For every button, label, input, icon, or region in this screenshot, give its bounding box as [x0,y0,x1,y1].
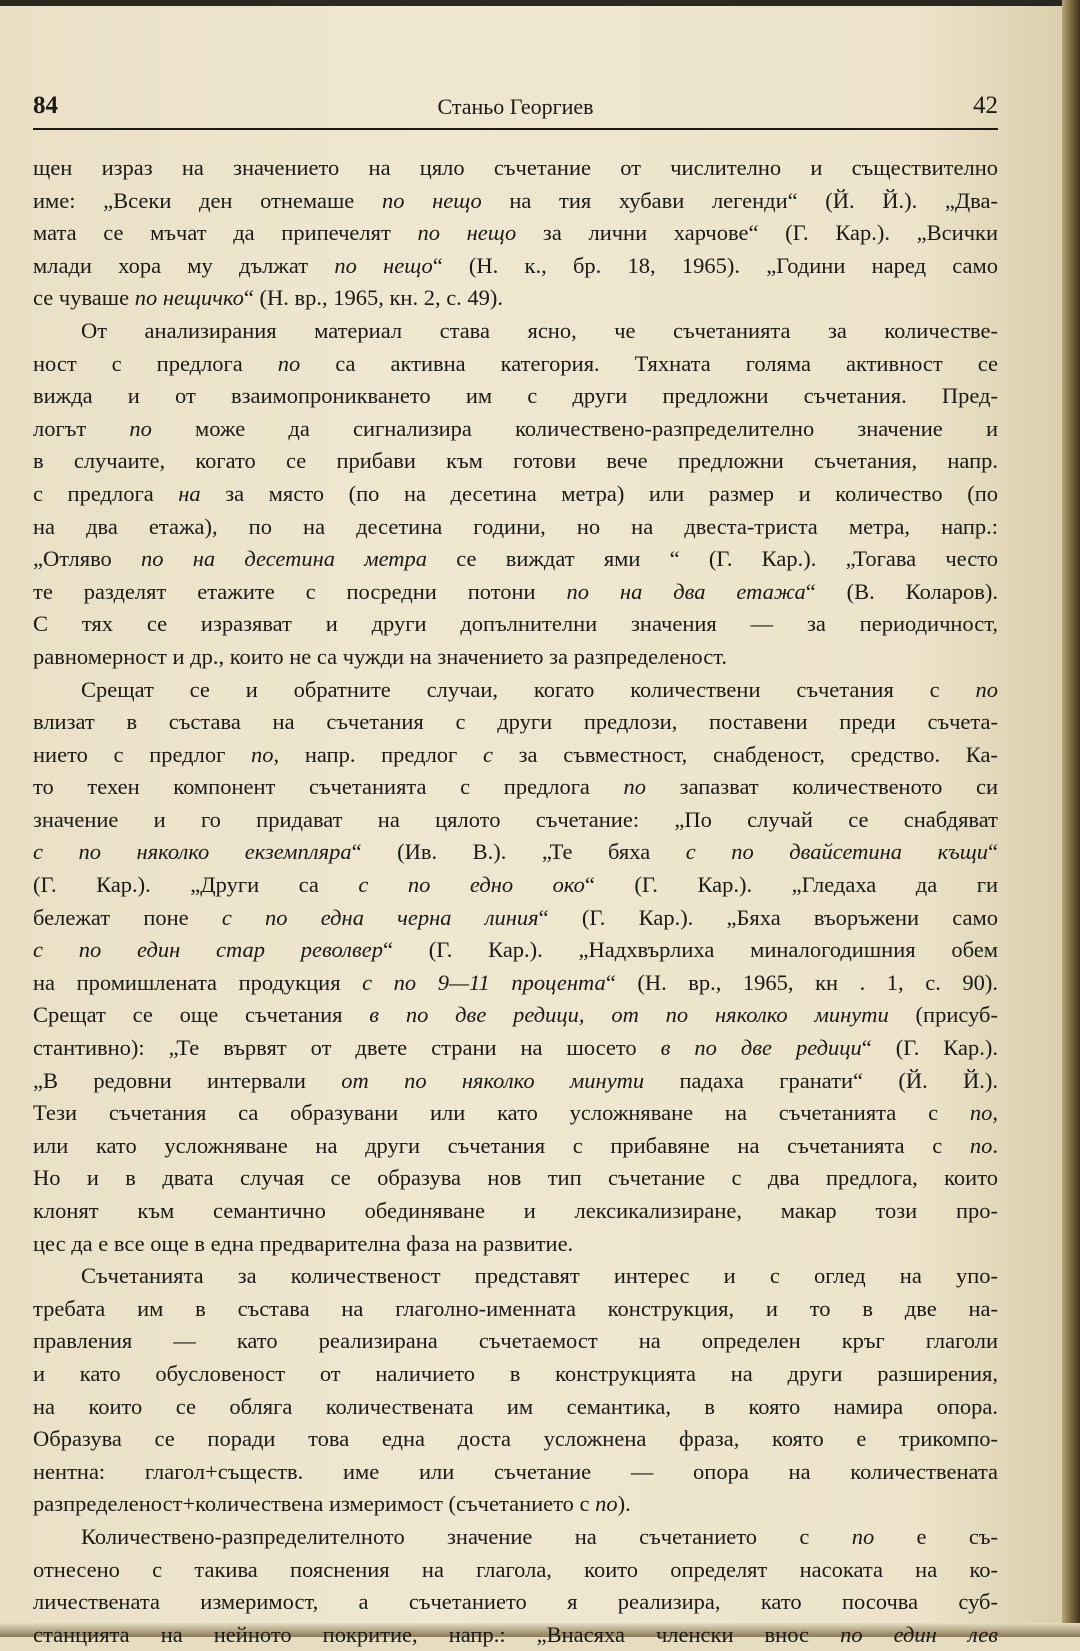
text-segment: бележат поне [33,904,222,930]
text-segment: ). [617,1491,631,1517]
text-segment: са активна категория. Тяхната голяма активност се [300,350,998,376]
text-segment: “ (Н. вр., 1965, кн . 1, с. 90). [605,969,998,995]
text-segment: мата се мъчат да припечелят [33,220,418,246]
text-line [33,1195,998,1228]
italic-example: с по 9—11 процента [362,969,606,995]
text-segment: Образува се поради това една доста усложнена фраза, която е трикомпо- [33,1426,998,1452]
text-line [33,315,998,348]
text-line [33,445,998,478]
italic-example: по нещичко [134,285,244,311]
text-line [33,217,998,250]
italic-example: с по едно око [358,872,585,898]
italic-example: по [595,1491,618,1517]
text-segment: разпределеност+количествена измеримост (съчетанието с [33,1491,596,1517]
text-segment: Тези съчетания са образувани или като усложняване на съчетанията с [33,1100,970,1126]
italic-example: по [623,774,647,800]
text-segment: падаха гранати“ (Й. Й.). [644,1067,998,1093]
text-line [33,1162,998,1195]
book-spine-edge [1062,0,1080,1637]
page-number: 84 [33,92,58,119]
text-line [33,902,998,935]
italic-example: по [251,741,274,767]
text-segment: С тях се изразяват и други допълнителни значения — за периодичност, [33,611,998,637]
italic-example: по нещо [417,220,517,246]
italic-example: с [482,741,493,767]
text-segment: с предлога [33,480,179,506]
text-segment: и като обусловеност от наличието в конструкцията на други разширения, [33,1360,998,1386]
text-segment: се чуваше [33,285,135,311]
text-line [33,576,998,609]
text-segment: станцията на нейното покритие, напр.: „Внасяха членски внос [33,1621,841,1647]
text-line [33,804,998,837]
text-segment: Но и в двата случая се образува нов тип съчетание с два предлога, които [33,1165,998,1191]
text-segment: равномерност и др., които не са чужди на значението за разпределеност. [33,643,727,669]
text-line [33,934,998,967]
text-line [33,543,998,576]
text-segment: , напр. предлог [273,741,483,767]
text-segment: е съ- [874,1523,998,1549]
text-line [33,413,998,446]
text-segment: . [992,1132,998,1158]
text-line [33,348,998,381]
text-line [33,869,998,902]
italic-example: по [851,1523,875,1549]
text-line [33,1586,998,1619]
italic-example: по [129,415,152,441]
running-head: Станьо Георгиев [437,94,594,119]
text-segment: може да сигнализира количествено-разпределително значение и [151,415,998,441]
italic-example: по нещо [334,252,433,278]
text-segment: вижда и от взаимопроникването им с други предложни съчетания. Пред- [33,383,998,409]
text-line [33,706,998,739]
text-line [33,380,998,413]
text-line [33,1032,998,1065]
text-line [33,1097,998,1130]
text-line [33,250,998,283]
text-segment: “ (Ив. В.). „Те бяха [351,839,686,865]
text-line [33,1391,998,1424]
text-line [33,152,998,185]
page-top-edge [0,0,1080,6]
text-line [33,511,998,544]
text-line [33,674,998,707]
text-line [33,1293,998,1326]
italic-example: по на два етажа [566,578,806,604]
text-line [33,836,998,869]
text-line [33,1456,998,1489]
text-segment: Срещат се и обратните случаи, когато количествени съчетания с [81,676,976,702]
text-segment: ност с предлога [33,350,278,376]
text-segment: “ (Г. Кар.). „Надхвърлиха миналогодишния обем [383,937,998,963]
text-segment: или като усложняване на други съчетания с прибавяне на съчетанията с [33,1132,970,1158]
text-segment: нието с предлог [33,741,252,767]
italic-example: по на десетина метра [141,546,428,572]
text-segment: , [992,1100,998,1126]
text-line [33,1260,998,1293]
italic-example: в по две редици, от по няколко минути [369,1002,889,1028]
text-line [33,608,998,641]
text-segment: значение и го придават на цялото съчетание: „По случай се снабдяват [33,806,998,832]
italic-example: с по двайсетина къщи [685,839,989,865]
text-segment: в случаите, когато се прибави към готови вече предложни съчетания, напр. [33,448,998,474]
text-segment: цес да е все още в една предварителна фаза на развитие. [33,1230,574,1256]
text-segment: (Г. Кар.). „Други са [33,872,359,898]
text-segment: запазват количественото си [646,774,998,800]
section-number: 42 [973,92,998,119]
text-segment: на два етажа), по на десетина години, но на двеста-триста метра, напр.: [33,513,998,539]
text-line [33,1065,998,1098]
page-header [33,92,998,128]
text-line [33,1619,998,1651]
text-segment: „Отляво [33,546,142,572]
text-segment: требата им в състава на глаголно-именната конструкция, и то в две на- [33,1295,998,1321]
italic-example: по [975,676,998,702]
text-segment: на промишлената продукция [33,969,363,995]
text-line [33,1130,998,1163]
text-segment: влизат в състава на съчетания с други предлози, поставени преди съчета- [33,709,998,735]
italic-example: по [969,1100,993,1126]
text-segment: за място (по на десетина метра) или размер и количество (по [200,480,998,506]
text-segment: Количествено-разпределителното значение на съчетанието с [81,1523,852,1549]
text-line [33,185,998,218]
text-segment: се виждат ями “ (Г. Кар.). „Тогава често [427,546,998,572]
text-segment: (присуб- [888,1002,998,1028]
text-segment: то техен компонент съчетанията с предлога [33,774,624,800]
text-segment: на тия хубави легенди“ (Й. Й.). „Два- [481,187,998,213]
text-segment: логът [33,415,130,441]
text-segment: “ (Г. Кар.). [861,1035,998,1061]
text-segment: личествената измеримост, а съчетанието я реализира, като посочва суб- [33,1589,998,1615]
text-segment: “ (Н. вр., 1965, кн. 2, с. 49). [243,285,504,311]
text-segment: щен израз на значението на цяло съчетание от числително и съществително [33,155,998,180]
text-segment: От анализирания материал става ясно, че съчетанията за количестве- [81,317,998,343]
text-segment: нентна: глагол+съществ. име или съчетание — опора на количествената [33,1458,998,1484]
italic-example: по [969,1132,993,1158]
italic-example: по [277,350,301,376]
italic-example: по нещо [381,187,482,213]
text-segment: “ [988,839,998,865]
body-text [33,152,998,1651]
text-segment: стантивно): „Те вървят от двете страни на шосето [33,1035,661,1061]
italic-example: от по няколко минути [341,1067,645,1093]
text-line [33,1228,998,1261]
italic-example: с по една черна линия [221,904,539,930]
text-line [33,478,998,511]
header-rule [33,128,998,130]
text-segment: “ (Г. Кар.). „Бяха въоръжени само [538,904,998,930]
text-line [33,999,998,1032]
text-line [33,1488,998,1521]
text-segment: млади хора му дължат [33,252,335,278]
text-line [33,739,998,772]
text-segment: Съчетанията за количественост представят интерес и с оглед на упо- [81,1263,998,1289]
italic-example: в по две редици [660,1035,862,1061]
text-segment: “ (В. Коларов). [805,578,998,604]
text-line [33,1554,998,1587]
text-line [33,1358,998,1391]
italic-example: с по няколко екземпляра [33,839,352,865]
text-segment: име: „Всеки ден отнемаше [33,187,382,213]
text-line [33,282,998,315]
italic-example: с по един стар револвер [33,937,383,963]
italic-example: по един лев [840,1621,998,1647]
text-segment: на които се обляга количествената им семантика, в която намира опора. [33,1393,998,1419]
text-segment: за лични харчове“ (Г. Кар.). „Всички [516,220,998,246]
text-line [33,967,998,1000]
text-segment: правления — като реализирана съчетаемост на определен кръг глаголи [33,1328,998,1354]
text-segment: те разделят етажите с посредни потони [33,578,567,604]
text-line [33,1521,998,1554]
text-segment: за съвместност, снабденост, средство. Ка- [492,741,998,767]
text-segment: „В редовни интервали [33,1067,342,1093]
text-segment: “ (Г. Кар.). „Гледаха да ги [584,872,998,898]
text-line [33,771,998,804]
text-segment: Срещат се още съчетания [33,1002,370,1028]
italic-example: на [178,480,201,506]
text-segment: отнесено с такива пояснения на глагола, които определят насоката на ко- [33,1556,998,1582]
text-line [33,1325,998,1358]
text-segment: клонят към семантично обединяване и лексикализиране, макар този про- [33,1198,998,1223]
text-line [33,1423,998,1456]
text-segment: “ (Н. к., бр. 18, 1965). „Години наред само [432,252,998,278]
text-line [33,641,998,674]
